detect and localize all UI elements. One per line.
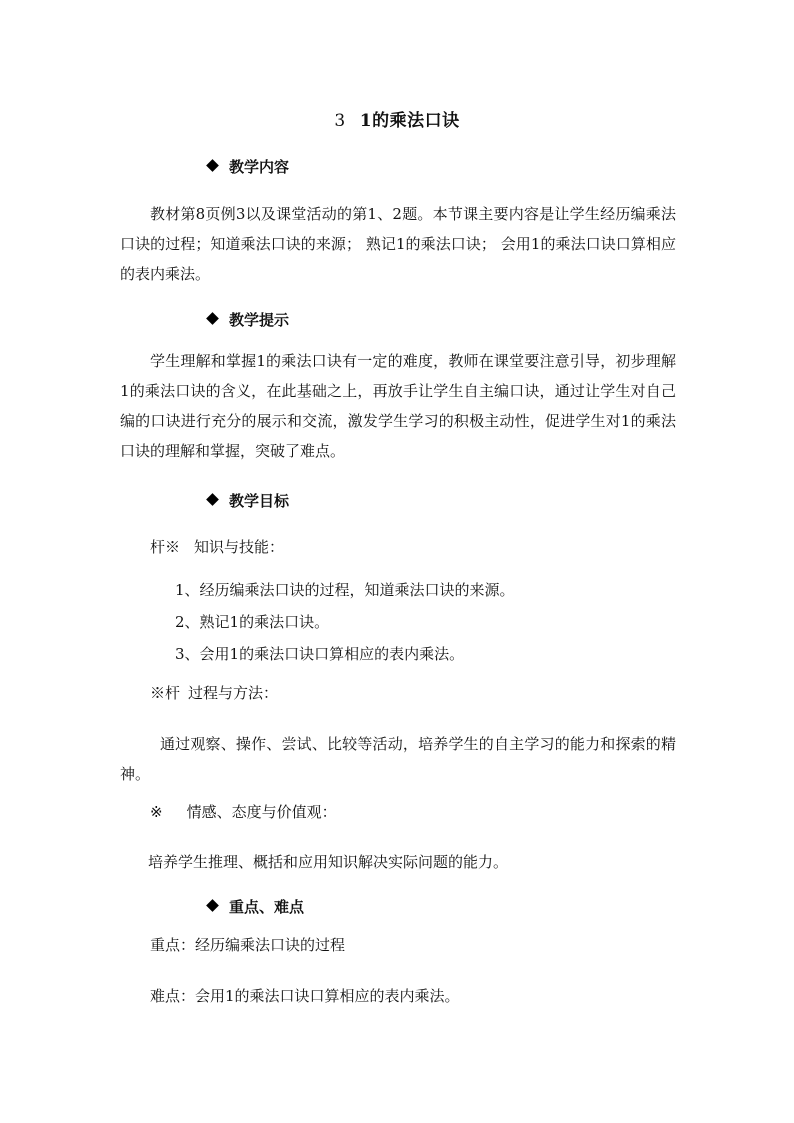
- section-heading-content: [208, 156, 289, 177]
- knowledge-mark: 杆※: [150, 538, 181, 556]
- knowledge-label: 知识与技能：: [194, 538, 285, 556]
- content-paragraph: 教材第8页例3以及课堂活动的第1、2题。本节课主要内容是让学生经历编乘法口诀的过程；知道乘法口诀的来源； 熟记1的乘法口诀； 会用1的乘法口诀口算相应的表内乘法。: [120, 205, 676, 283]
- goal-item-3: 3、会用1的乘法口诀口算相应的表内乘法。: [175, 645, 465, 663]
- section-heading-key: [208, 896, 304, 917]
- emotion-paragraph: 培养学生推理、概括和应用知识解决实际问题的能力。: [148, 853, 509, 871]
- title-number: 3: [334, 111, 346, 131]
- emotion-mark: ※: [150, 803, 163, 821]
- diamond-bullet-icon: [206, 493, 219, 506]
- diamond-bullet-icon: [206, 899, 219, 912]
- diamond-bullet-icon: [206, 159, 219, 172]
- process-paragraph: 通过观察、操作、尝试、比较等活动，培养学生的自主学习的能力和探索的精神。: [120, 735, 676, 783]
- page-title: [0, 106, 794, 131]
- process-subheading: [150, 682, 278, 703]
- process-mark: ※杆: [150, 684, 181, 702]
- goal-item-2: 2、熟记1的乘法口诀。: [175, 613, 330, 631]
- knowledge-subheading: [150, 536, 284, 557]
- process-label: 过程与方法：: [188, 684, 279, 702]
- key-heading-text: 重点、难点: [229, 898, 305, 916]
- hint-paragraph: 学生理解和掌握1的乘法口诀有一定的难度，教师在课堂要注意引导，初步理解1的乘法口诀的含义，在此基础之上，再放手让学生自主编口诀，通过让学生对自己编的口诀进行充分的展示和交流，激发学生学习的积极主动性，促进学生对1的乘法口诀的理解和掌握，突破了难点。: [120, 352, 676, 460]
- emotion-label: 情感、态度与价值观：: [186, 803, 337, 821]
- diamond-bullet-icon: [206, 312, 219, 325]
- hint-heading-text: 教学提示: [229, 311, 290, 329]
- title-text: 1的乘法口诀: [359, 111, 460, 131]
- goals-heading-text: 教学目标: [229, 492, 290, 510]
- section-heading-goals: [208, 490, 289, 511]
- emotion-subheading: [150, 801, 337, 822]
- content-heading-text: 教学内容: [229, 158, 290, 176]
- goal-item-1: 1、经历编乘法口诀的过程，知道乘法口诀的来源。: [175, 581, 515, 599]
- difficult-point: 难点：会用1的乘法口诀口算相应的表内乘法。: [150, 987, 460, 1005]
- section-heading-hint: [208, 309, 289, 330]
- key-point: 重点：经历编乘法口诀的过程: [150, 936, 346, 954]
